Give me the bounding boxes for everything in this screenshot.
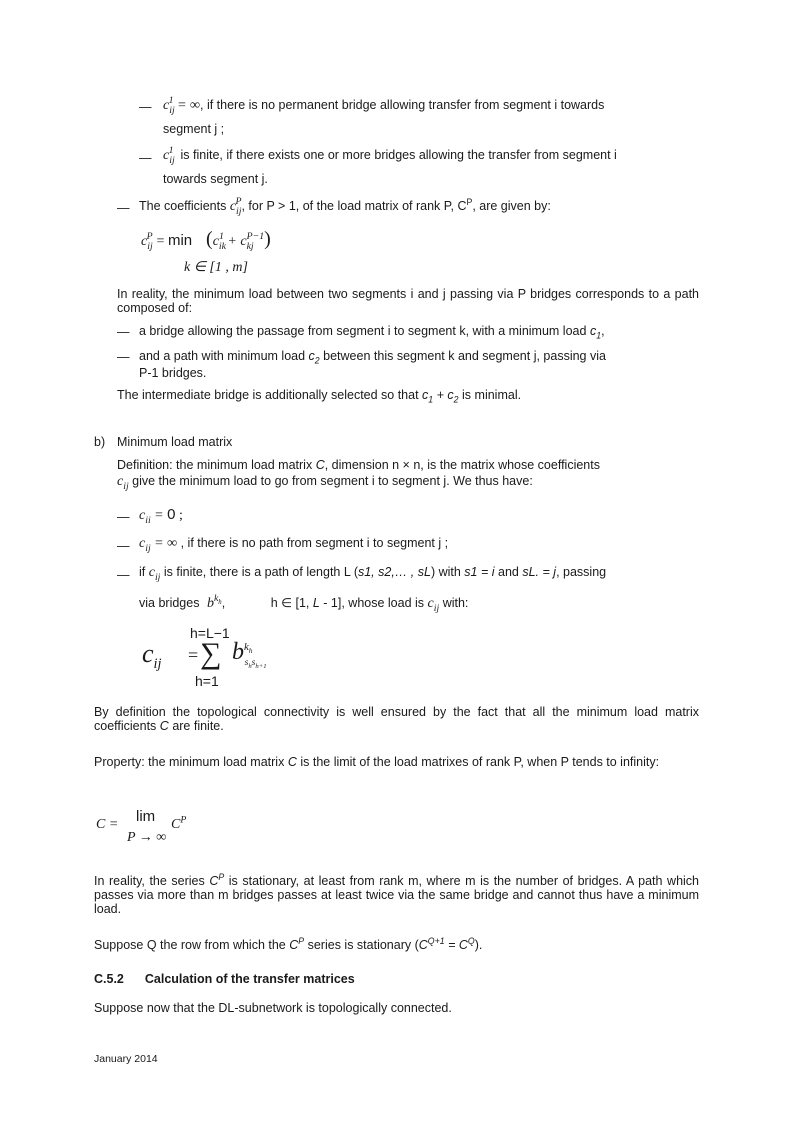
bullet-c-ii: $c_{ii} = 0$ ; — [139, 506, 183, 526]
suppose-paragraph: Suppose Q the row from which the $C^P$ series is stationary $(C^{Q+1} = C^Q)$. — [94, 935, 483, 952]
bullet-path-length: if $c_{ij}$ is finite, there is a path of length L (s1, s2,… , sL) with s1 = i and sL. = j, passing — [139, 565, 607, 583]
sum-lower-limit: h=1 — [195, 673, 219, 689]
sum-sign: ∑ — [200, 637, 222, 670]
formula-sum: h=L−1 $c_{ij}$ = ∑ $b^{k_h}_{s_hs_{h+1}}$ h=1 — [142, 625, 267, 689]
bullet-coefficients: The coefficients $c_{ij}^P$, for P > 1, of the load matrix of rank P, $C^P$, are given by: — [139, 196, 551, 217]
formula-min: $c_{ij}^P = \min (c_{ik}^1 + c_{kj}^{P-1})$ — [141, 228, 271, 252]
bullet-continuation: segment j ; — [163, 122, 225, 136]
bullet-dash: — — [117, 539, 130, 553]
bullet-dash: — — [117, 201, 130, 215]
series-paragraph: In reality, the series $C^P$ is stationary, at least from rank m, where m is the number of bridges. A path which passes via more than m bridges passes at least twice via the same bridge and cannot thus have a minimum load. — [94, 871, 700, 916]
bullet-continuation: P-1 bridges. — [139, 366, 207, 380]
formula-c-ij-1b: $c_{ij}^1$ — [163, 145, 175, 166]
definition-line-2: $c_{ij}$ give the minimum load to go from segment i to segment j. We thus have: — [117, 474, 533, 492]
bullet-continuation: towards segment j. — [163, 172, 268, 186]
definition-line: Definition: the minimum load matrix C, dimension n × n, is the matrix whose coefficients — [117, 458, 600, 472]
section-heading: C.5.2 Calculation of the transfer matrices — [94, 972, 355, 986]
var-c2: $c_2$ — [308, 349, 320, 366]
sum-term: $b^{k_h}_{s_hs_{h+1}}$ — [232, 639, 267, 670]
sum-upper-limit: h=L−1 — [190, 625, 230, 641]
bullet-c-ij-nopath: $c_{ij}$ = ∞ , if there is no path from segment i to segment j ; — [139, 536, 449, 554]
via-bridges-line: via bridges $b^{k_h}$, h ∈ [1, L - 1], whose load is $c_{ij}$ with: — [139, 593, 469, 614]
connectivity-paragraph: By definition the topological connectivity is well ensured by the fact that all the minimum load matrix coefficients C are finite. — [94, 705, 699, 733]
reality-bullet-1: a bridge allowing the passage from segment i to segment k, with a minimum load $c_1$, — [139, 324, 605, 341]
reality-bullet-2: and a path with minimum load $c_2$ between this segment k and segment j, passing via — [139, 349, 606, 366]
formula-c-ij-1: $c_{ij}^1$ = ∞ — [163, 95, 201, 116]
property-paragraph: Property: the minimum load matrix C is the limit of the load matrixes of rank P, when P tends to infinity: — [94, 755, 660, 769]
formula-limit: C = lim P → ∞ $C^P$ — [96, 808, 187, 845]
bullet-dash: — — [117, 568, 130, 582]
bullet-dash: — — [139, 100, 152, 114]
bullet-dash: — — [117, 510, 130, 524]
bullet-dash: — — [117, 325, 130, 339]
connected-paragraph: Suppose now that the DL-subnetwork is topologically connected. — [94, 1001, 452, 1015]
lim-label: lim — [136, 808, 156, 825]
bullet-dash: — — [117, 350, 130, 364]
intermediate-bridge: The intermediate bridge is additionally selected so that $c_1 + c_2$ is minimal. — [117, 388, 522, 405]
footer-date: January 2014 — [94, 1053, 158, 1065]
sum-lhs: $c_{ij}$ — [142, 639, 162, 673]
section-title: Minimum load matrix — [117, 435, 233, 449]
var-c1: $c_1$ — [589, 324, 602, 341]
list-label-b: b) — [94, 435, 106, 449]
bullet-c-ij-finite: $c_{ij}^1$ is finite, if there exists one or more bridges allowing the transfer from segment i — [163, 145, 617, 166]
reality-paragraph: In reality, the minimum load between two segments i and j passing via P bridges corresponds to a path composed of: — [117, 287, 699, 315]
bullet-c-ij-infinite: $c_{ij}^1$ = ∞, if there is no permanent bridge allowing transfer from segment i towards — [163, 95, 605, 116]
formula-range: k ∈ [1 , m] — [184, 260, 248, 275]
bullet-dash: — — [139, 151, 152, 165]
